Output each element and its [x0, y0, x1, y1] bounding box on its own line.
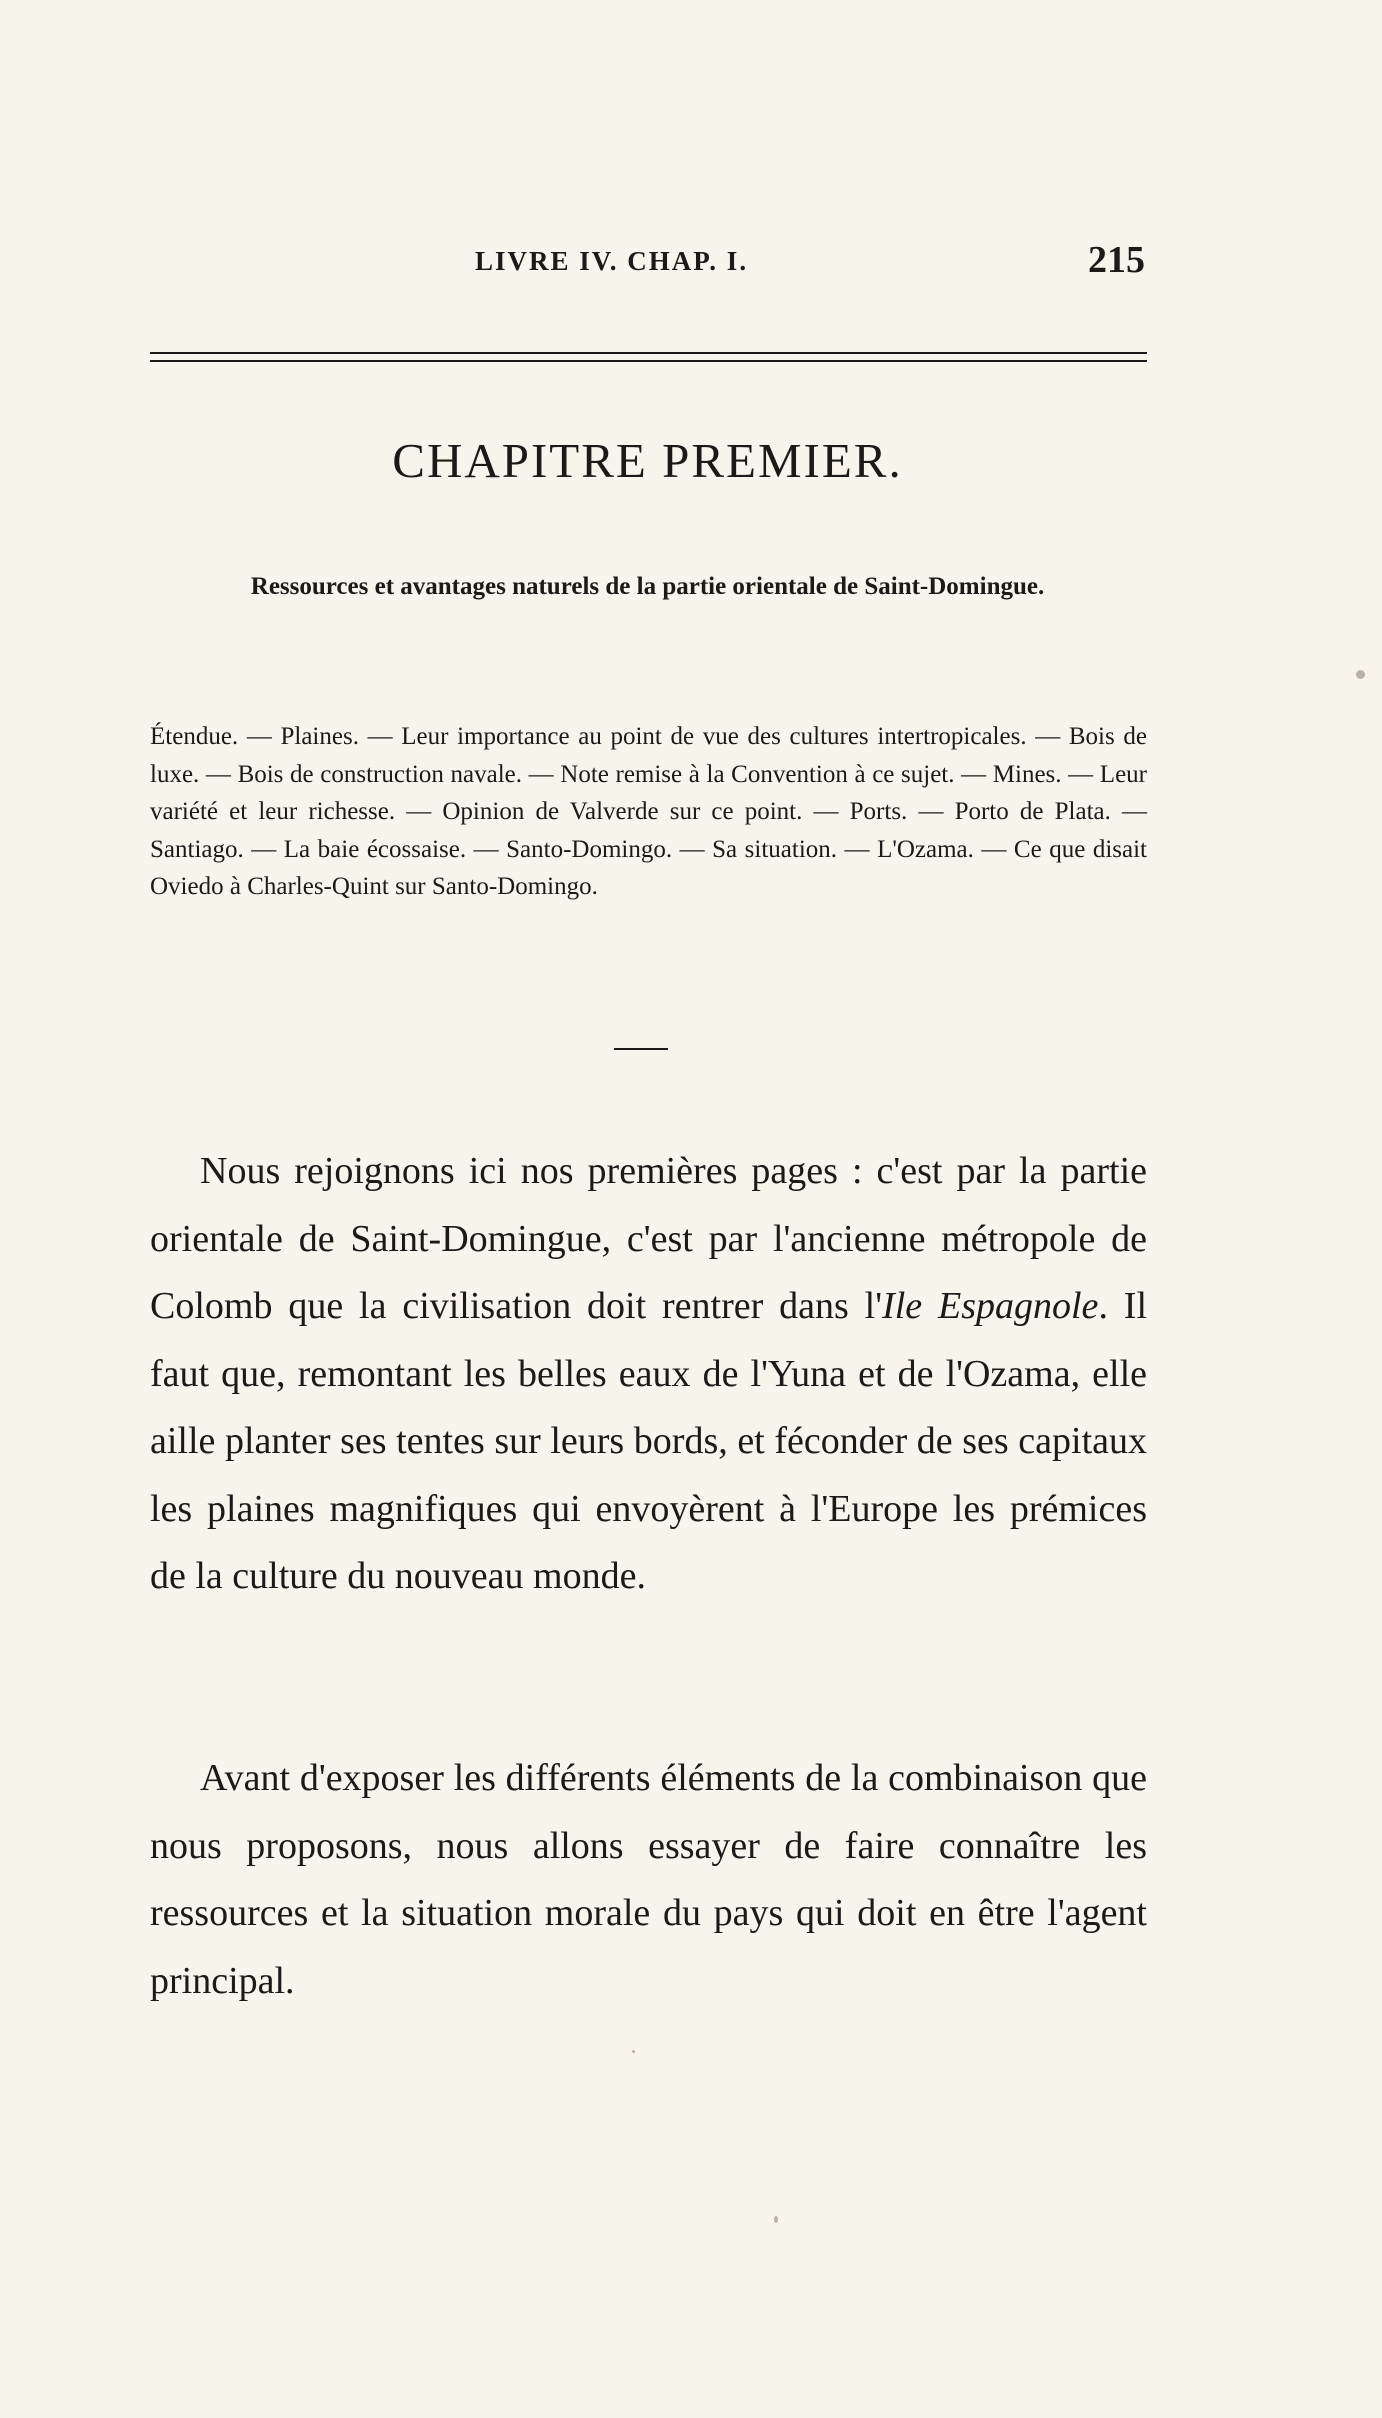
running-head: [150, 238, 1145, 288]
paper-speck: [1356, 670, 1365, 679]
paper-speck: [632, 2050, 635, 2053]
section-divider: [614, 1048, 668, 1050]
paragraph-1-italic: Ile Espagnole: [882, 1285, 1099, 1327]
page-number: 215: [1088, 239, 1145, 281]
chapter-title: CHAPITRE PREMIER.: [392, 433, 903, 488]
paragraph-1-text: Nous rejoignons ici nos premières pages : c'est par la partie orientale de Saint-Domingue, c'est par l'ancienne métropole de Colomb que la civilisation doit rentrer dans l': [150, 1150, 1147, 1327]
paper-speck: [774, 2216, 778, 2223]
body-paragraph-1: [150, 1138, 1147, 1611]
running-title: LIVRE IV. CHAP. I.: [475, 246, 749, 276]
header-double-rule: [150, 352, 1147, 362]
body-paragraph-2: Avant d'exposer les différents éléments de la combinaison que nous proposons, nous allons essayer de faire connaître les ressources et la situation morale du pays qui doit en être l'agent principal.: [150, 1757, 1147, 2002]
paragraph-1-text-end: . Il faut que, remontant les belles eaux de l'Yuna et de l'Ozama, elle aille planter ses tentes sur leurs bords, et féconder de ses capitaux les plaines magnifiques qui envoyèrent à l'Europe les prémices de la culture du nouveau monde.: [150, 1285, 1148, 1597]
chapter-subtitle: Ressources et avantages naturels de la partie orientale de Saint-Domingue.: [250, 573, 1045, 600]
chapter-summary: Étendue. — Plaines. — Leur importance au point de vue des cultures intertropicales. — Bois de luxe. — Bois de construction navale. — Note remise à la Convention à ce sujet. — Mines. — Leur variété et leur richesse. — Opinion de Valverde sur ce point. — Ports. — Porto de Plata. — Santiago. — La baie écossaise. — Santo-Domingo. — Sa situation. — L'Ozama. — Ce que disait Oviedo à Charles-Quint sur Santo-Domingo.: [150, 723, 1147, 900]
